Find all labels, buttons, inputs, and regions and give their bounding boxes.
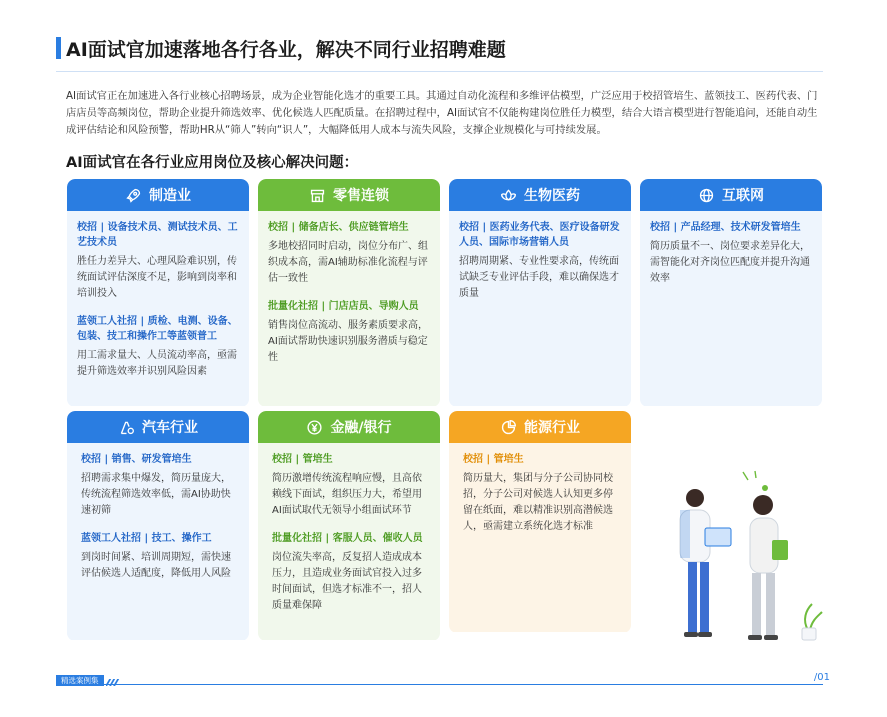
problem-description: 到岗时间紧、培训周期短，需快速评估候选人适配度，降低用人风险 [81,552,231,579]
car-icon [118,419,135,436]
title-accent-bar [56,37,61,59]
industry-card-manufacturing [67,179,249,407]
problem-description: 多地校招同时启动，岗位分布广、组织成本高，需AI辅助标准化流程与评估一致性 [268,241,428,284]
footer-badge: 精选案例集 [56,675,104,686]
problem-description: 胜任力差异大、心理风险难识别，传统面试评估深度不足，影响到岗率和培训投入 [77,256,237,299]
role-label: 校招 | 储备店长、供应链管培生 [268,222,409,233]
problem-description: 简历激增传统流程响应慢，且高依赖线下面试，组织压力大，希望用AI面试取代无领导小组面试环节 [272,473,422,516]
role-label: 校招 | 管培生 [272,454,333,465]
role-label: 批量化社招 | 门店店员、导购人员 [268,301,419,312]
footer-stripes-decoration [106,675,120,686]
industry-card-energy [449,411,631,633]
industry-card-finance-banking [258,411,440,641]
problem-description: 简历量大，集团与分子公司协同校招，分子公司对候选人认知更多停留在纸面，难以精准识别高潜候选人，亟需建立系统化选才标准 [463,473,613,532]
pie-chart-icon [500,419,517,436]
lotus-icon [500,187,517,204]
card-title: 互联网 [722,188,764,204]
industry-card-retail [258,179,440,407]
page-title: AI面试官加速落地各行各业，解决不同行业招聘难题 [66,39,506,61]
problem-description: 招聘需求集中爆发，简历量庞大，传统流程筛选效率低，需AI协助快速初筛 [81,473,231,516]
role-label: 校招 | 销售、研发管培生 [81,454,192,465]
card-header [67,411,249,443]
card-title: 能源行业 [524,420,580,436]
store-icon [309,187,326,204]
card-header [258,411,440,443]
industry-card-biomedical [449,179,631,407]
industry-card-automotive [67,411,249,641]
card-header [640,179,822,211]
card-title: 金融/银行 [330,420,392,436]
people-with-laptop-illustration [650,470,830,650]
card-header [67,179,249,211]
footer-divider [56,684,823,685]
problem-description: 招聘周期紧、专业性要求高，传统面试缺乏专业评估手段，难以确保选才质量 [459,256,619,299]
intro-paragraph: AI面试官正在加速进入各行业核心招聘场景，成为企业智能化选才的重要工具。其通过自动化流程和多维评估模型，广泛应用于校招管培生、蓝领技工、医药代表、门店店员等高频岗位，帮助企业提升筛选效率、优化候选人匹配质量。在招聘过程中，AI面试官不仅能构建岗位胜任力模型，结合大语言模型进行智能追问，还能自动生成评估结论和风险预警，帮助HR从“筛人”转向“识人”，大幅降低用人成本与流失风险，支撑企业规模化与可持续发展。 [66,90,818,136]
card-title: 生物医药 [524,188,580,204]
globe-icon [698,187,715,204]
problem-description: 销售岗位高流动、服务素质要求高，AI面试帮助快速识别服务潜质与稳定性 [268,320,428,363]
role-label: 蓝领工人社招 | 质检、电测、设备、包装、技工和操作工等蓝领普工 [77,316,238,342]
role-label: 校招 | 管培生 [463,454,524,465]
section-subheading: AI面试官在各行业应用岗位及核心解决问题： [66,155,359,171]
role-label: 校招 | 产品经理、技术研发管培生 [650,222,801,233]
role-label: 蓝领工人社招 | 技工、操作工 [81,533,212,544]
role-label: 批量化社招 | 客服人员、催收人员 [272,533,423,544]
problem-description: 用工需求量大、人员流动率高，亟需提升筛选效率并识别风险因素 [77,350,237,377]
role-label: 校招 | 医药业务代表、医疗设备研发人员、国际市场营销人员 [459,222,620,248]
role-label: 校招 | 设备技术员、测试技术员、工艺技术员 [77,222,238,248]
title-divider [56,71,823,72]
industry-card-internet [640,179,822,407]
card-header [258,179,440,211]
card-title: 零售连锁 [333,188,389,204]
card-header [449,411,631,443]
card-title: 汽车行业 [142,420,198,436]
problem-description: 简历质量不一、岗位要求差异化大，需智能化对齐岗位匹配度并提升沟通效率 [650,241,810,284]
rocket-icon [125,187,142,204]
card-header [449,179,631,211]
card-title: 制造业 [149,188,191,204]
problem-description: 岗位流失率高，反复招人造成成本压力，且造成业务面试官投入过多时间面试，但选才标准不一，招人质量难保障 [272,552,422,611]
yen-coin-icon [306,419,323,436]
page-number: /01 [813,672,830,683]
